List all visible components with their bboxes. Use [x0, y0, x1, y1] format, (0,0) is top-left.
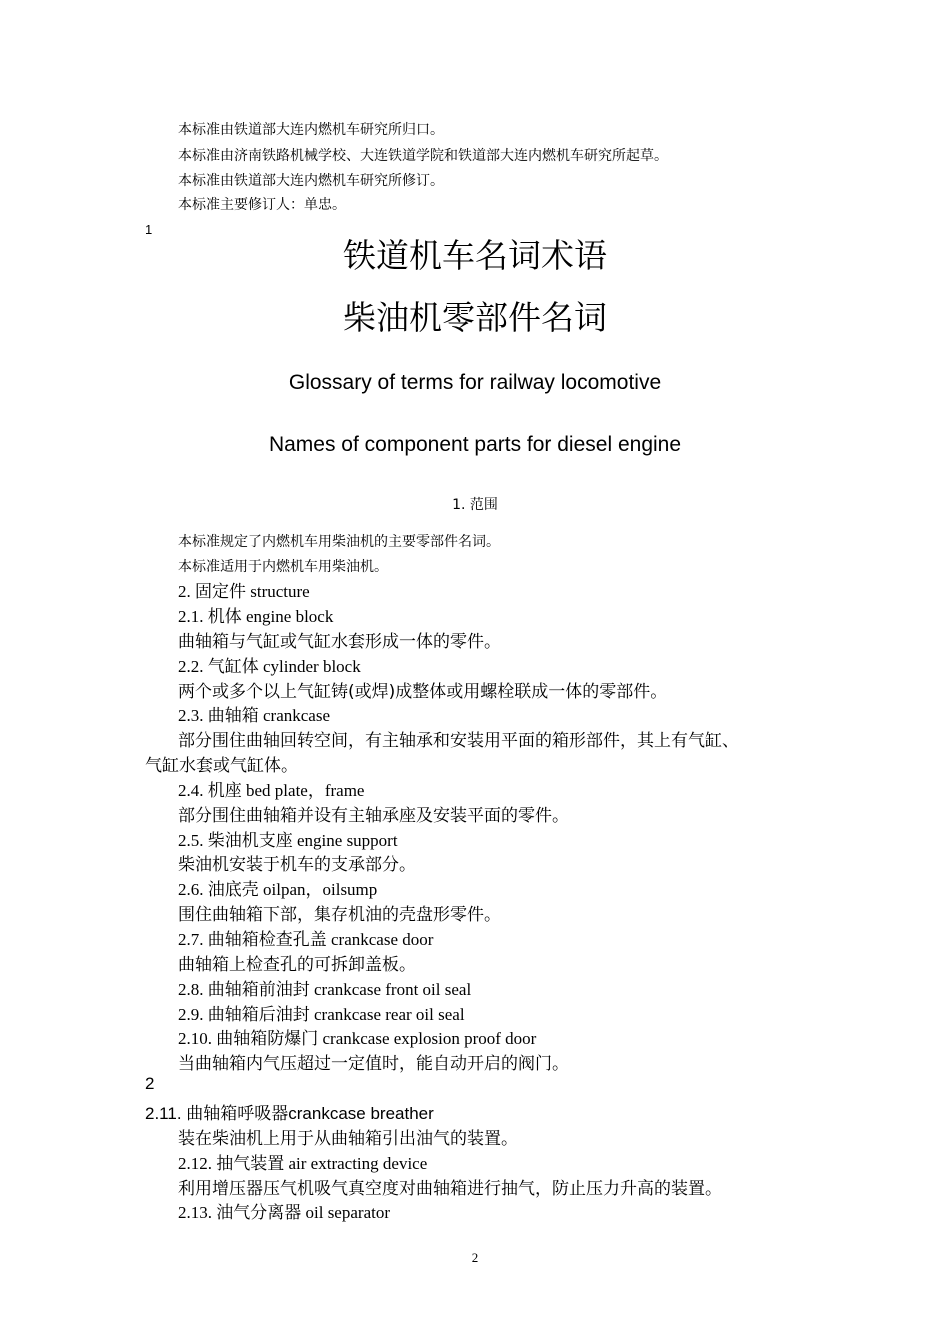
term-heading: 2.8. 曲轴箱前油封 crankcase front oil seal	[178, 980, 472, 999]
term-heading: 2.7. 曲轴箱检查孔盖 crankcase door	[178, 930, 434, 949]
title-cn-1: 铁道机车名词术语	[343, 236, 607, 275]
preface-line: 本标准主要修订人：单忠。	[178, 197, 346, 213]
term-heading: 2. 固定件 structure	[178, 582, 310, 601]
term-definition: 部分围住曲轴箱并设有主轴承座及安装平面的零件。	[178, 806, 569, 826]
title-cn-2: 柴油机零部件名词	[343, 298, 607, 337]
scope-line: 本标准适用于内燃机车用柴油机。	[178, 559, 388, 575]
term-definition: 曲轴箱与气缸或气缸水套形成一体的零件。	[178, 632, 501, 652]
section-heading: 1. 范围	[452, 497, 498, 513]
page-number: 2	[471, 1250, 479, 1265]
term-heading: 2.4. 机座 bed plate，frame	[178, 781, 365, 800]
term-heading: 2.2. 气缸体 cylinder block	[178, 657, 361, 676]
term-definition: 两个或多个以上气缸铸(或焊)成整体或用螺栓联成一体的零部件。	[178, 682, 668, 702]
term-heading: 2.3. 曲轴箱 crankcase	[178, 706, 331, 725]
term-heading: 2.9. 曲轴箱后油封 crankcase rear oil seal	[178, 1005, 465, 1024]
term-definition: 柴油机安装于机车的支承部分。	[178, 855, 416, 875]
term-definition: 气缸水套或气缸体。	[145, 756, 298, 776]
term-heading: 2.11. 曲轴箱呼吸器crankcase breather	[145, 1104, 434, 1123]
term-heading: 2.5. 柴油机支座 engine support	[178, 831, 398, 850]
term-definition: 当曲轴箱内气压超过一定值时，能自动开启的阀门。	[178, 1054, 569, 1074]
term-definition: 围住曲轴箱下部，集存机油的壳盘形零件。	[178, 905, 501, 925]
marker-1: 1	[145, 222, 153, 237]
marker-2: 2	[145, 1074, 155, 1093]
term-definition: 利用增压器压气机吸气真空度对曲轴箱进行抽气，防止压力升高的装置。	[178, 1179, 722, 1199]
term-definition: 部分围住曲轴回转空间，有主轴承和安装用平面的箱形部件，其上有气缸、	[178, 731, 739, 751]
term-heading: 2.1. 机体 engine block	[178, 607, 334, 626]
preface-line: 本标准由济南铁路机械学校、大连铁道学院和铁道部大连内燃机车研究所起草。	[178, 148, 668, 164]
term-definition: 装在柴油机上用于从曲轴箱引出油气的装置。	[178, 1129, 518, 1149]
term-definition: 曲轴箱上检查孔的可拆卸盖板。	[178, 955, 416, 975]
preface-line: 本标准由铁道部大连内燃机车研究所归口。	[178, 122, 444, 138]
term-heading: 2.10. 曲轴箱防爆门 crankcase explosion proof door	[178, 1029, 537, 1048]
title-en-1: Glossary of terms for railway locomotive	[288, 371, 662, 394]
term-heading: 2.13. 油气分离器 oil separator	[178, 1203, 390, 1222]
term-heading: 2.12. 抽气装置 air extracting device	[178, 1154, 428, 1173]
scope-line: 本标准规定了内燃机车用柴油机的主要零部件名词。	[178, 534, 500, 550]
preface-line: 本标准由铁道部大连内燃机车研究所修订。	[178, 173, 444, 189]
title-en-2: Names of component parts for diesel engine	[268, 433, 682, 456]
term-heading: 2.6. 油底壳 oilpan，oilsump	[178, 880, 378, 899]
